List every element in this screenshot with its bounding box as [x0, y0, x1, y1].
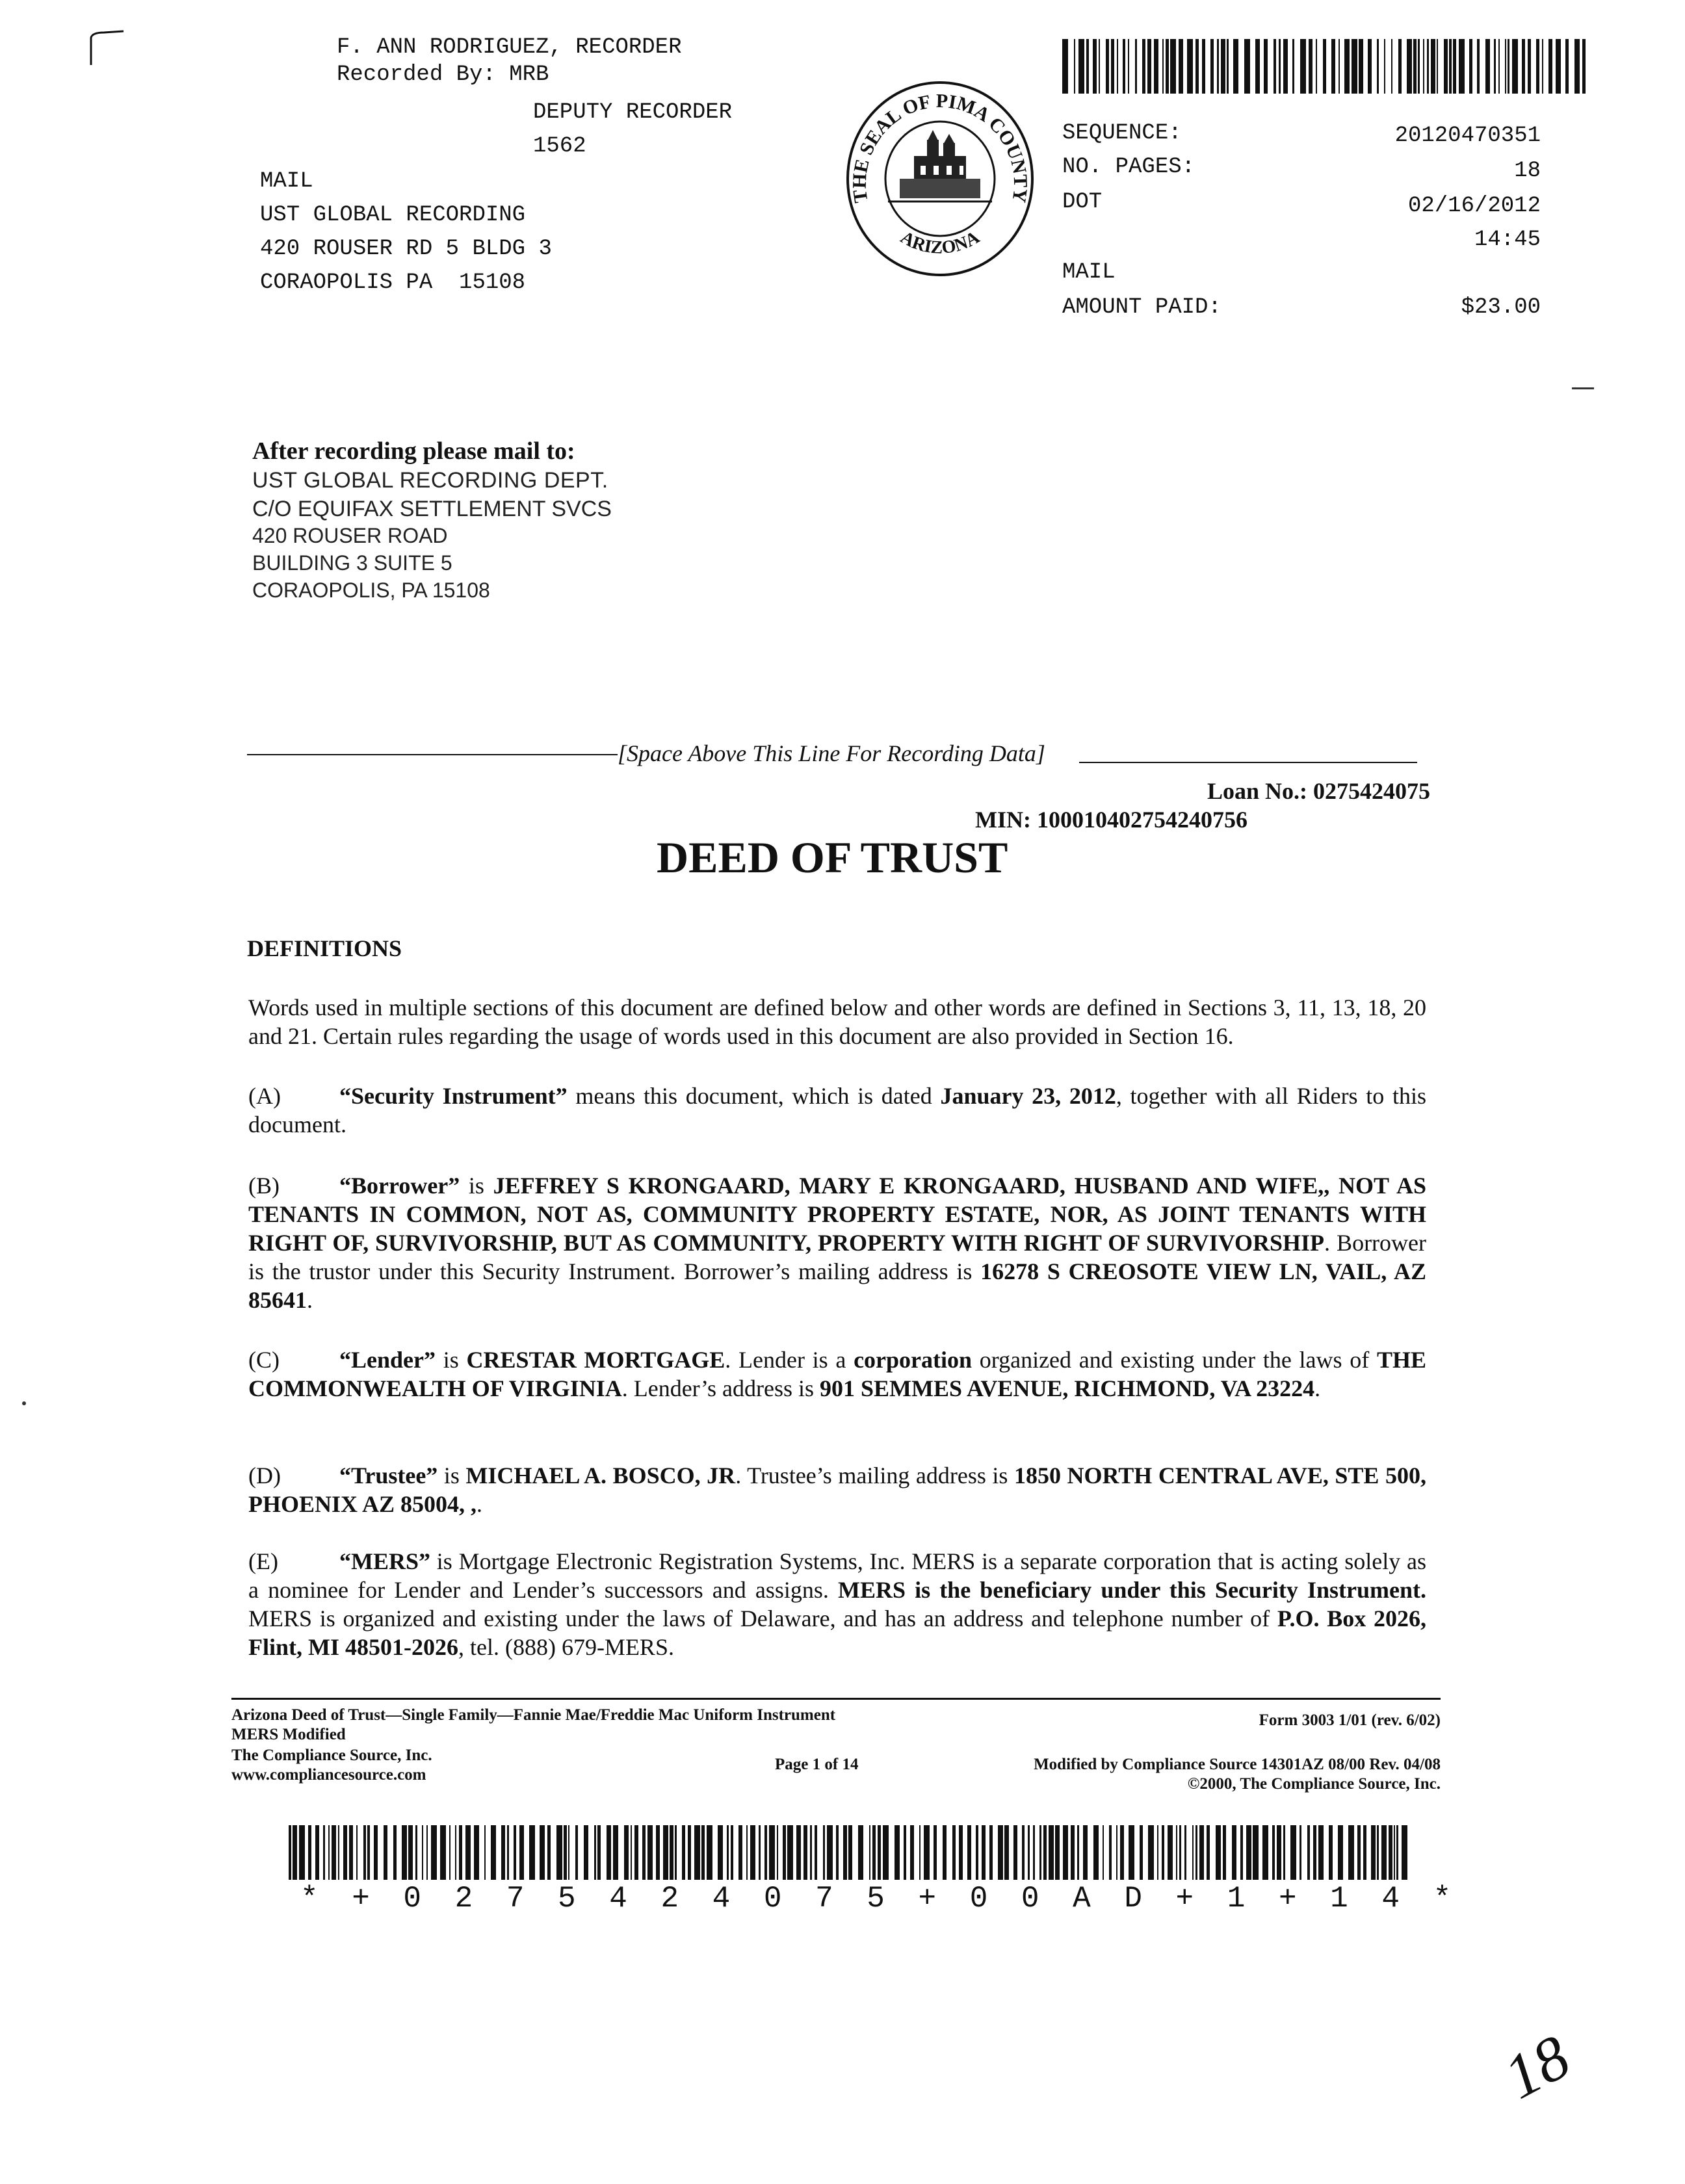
barcode-bar	[540, 1825, 545, 1880]
definition-a-text2: , together with all Riders to this document.	[248, 1083, 1426, 1138]
seal-top-text: THE SEAL OF PIMA COUNTY	[848, 90, 1032, 205]
barcode-bar	[895, 1825, 900, 1880]
barcode-space	[1465, 39, 1469, 94]
barcode-bar	[1232, 1825, 1236, 1880]
footer-rule	[231, 1698, 1441, 1700]
barcode-space	[817, 1825, 823, 1880]
barcode-bar	[613, 1825, 618, 1880]
barcode-bar	[1078, 39, 1084, 94]
barcode-bar	[787, 1825, 793, 1880]
deputy-number: 1562	[533, 134, 586, 159]
handwritten-page-count: 18	[1493, 2021, 1581, 2112]
barcode-bar	[402, 1825, 407, 1880]
barcode-space	[1143, 1825, 1148, 1880]
barcode-bar	[1187, 39, 1193, 94]
footer-modified-by: Modified by Compliance Source 14301AZ 08/00 Rev. 04/08	[1034, 1756, 1441, 1773]
county-seal	[842, 78, 1038, 280]
barcode-bar	[1255, 39, 1260, 94]
barcode-bar	[1221, 39, 1225, 94]
barcode-space	[1543, 39, 1548, 94]
barcode-bar	[491, 1825, 496, 1880]
definition-d-text3: .	[477, 1491, 483, 1517]
definition-c-text1: is	[436, 1347, 467, 1373]
barcode-space	[1472, 39, 1477, 94]
mail-to-line1: UST GLOBAL RECORDING DEPT.	[252, 468, 608, 493]
barcode-space	[1379, 39, 1384, 94]
barcode-space	[993, 1825, 998, 1880]
barcode-space	[1294, 39, 1300, 94]
footer-page-number: Page 1 of 14	[775, 1756, 859, 1773]
barcode-bar	[1371, 1825, 1376, 1880]
barcode-space	[947, 1825, 952, 1880]
term-lender: “Lender”	[339, 1347, 436, 1373]
barcode-space	[1238, 39, 1244, 94]
lender-state: THE COMMONWEALTH OF VIRGINIA	[248, 1347, 1426, 1401]
barcode-space	[1531, 39, 1536, 94]
barcode-bar	[924, 1825, 930, 1880]
barcode-bar	[1233, 39, 1238, 94]
barcode-space	[1137, 39, 1142, 94]
barcode-bar	[440, 1825, 446, 1880]
barcode-space	[1372, 39, 1377, 94]
barcode-bar	[858, 1825, 863, 1880]
term-mers: “MERS”	[339, 1548, 431, 1574]
barcode-bar	[408, 1825, 413, 1880]
barcode-bar	[1402, 1825, 1407, 1880]
barcode-bar	[1055, 1825, 1060, 1880]
lender-name: CRESTAR MORTGAGE	[466, 1347, 725, 1373]
top-barcode	[1062, 39, 1589, 94]
barcode-bar	[293, 1825, 297, 1880]
definition-b-label: (B)	[248, 1173, 280, 1199]
barcode-space	[1340, 39, 1344, 94]
barcode-bar	[1407, 39, 1412, 94]
lender-organization: corporation	[854, 1347, 973, 1373]
return-address-line3: CORAOPOLIS PA 15108	[260, 270, 526, 295]
stray-dot	[22, 1401, 26, 1405]
mers-address: P.O. Box 2026, Flint, MI 48501-2026	[248, 1606, 1426, 1660]
space-line-right	[1079, 762, 1417, 763]
barcode-space	[378, 1825, 384, 1880]
barcode-bar	[1574, 39, 1580, 94]
barcode-space	[1480, 39, 1485, 94]
barcode-bar	[1246, 1825, 1251, 1880]
definition-d-label: (D)	[248, 1462, 281, 1488]
recorded-by: Recorded By: MRB	[337, 62, 549, 87]
barcode-bar	[1262, 1825, 1268, 1880]
barcode-bar	[1283, 39, 1288, 94]
barcode-space	[863, 1825, 869, 1880]
borrower-names: JEFFREY S KRONGAARD, MARY E KRONGAARD, HUSBAND AND WIFE,, NOT AS TENANTS IN COMMON, NOT AS, COMMUNITY PROPERTY ESTATE, NOR, AS JOINT TENANTS WITH RIGHT OF, SURVIVORSHIP, BUT AS COMMUNITY, PROPERTY WITH RIGHT OF SURVIVORSHIP	[248, 1173, 1426, 1256]
loan-number-value: 0275424075	[1313, 778, 1430, 804]
barcode-bar	[1318, 1825, 1324, 1880]
space-line-left	[247, 754, 618, 755]
barcode-space	[358, 1825, 363, 1880]
term-security-instrument: “Security Instrument”	[339, 1083, 568, 1109]
barcode-space	[387, 1825, 393, 1880]
definition-d-text1: is	[438, 1462, 466, 1488]
barcode-bar	[1290, 1825, 1296, 1880]
footer-company: The Compliance Source, Inc.	[231, 1747, 432, 1764]
barcode-bar	[474, 1825, 479, 1880]
min-number	[975, 806, 1247, 833]
barcode-bar	[750, 1825, 755, 1880]
barcode-text: * + 0 2 7 5 4 2 4 0 7 5 + 0 0 A D + 1 + 1 4 *	[300, 1882, 1459, 1916]
barcode-bar	[465, 1825, 471, 1880]
definitions-intro	[248, 993, 1426, 1050]
definition-c-text5: .	[1314, 1375, 1321, 1401]
barcode-space	[778, 1825, 783, 1880]
bottom-barcode	[289, 1825, 1412, 1880]
barcode-space	[1500, 39, 1505, 94]
barcode-space	[1324, 1825, 1329, 1880]
barcode-bar	[827, 1825, 833, 1880]
barcode-space	[535, 1825, 540, 1880]
barcode-space	[1009, 1825, 1013, 1880]
barcode-bar	[1049, 1825, 1054, 1880]
barcode-space	[1118, 39, 1123, 94]
barcode-bar	[1244, 39, 1250, 94]
definition-c-text4: . Lender’s address is	[621, 1375, 820, 1401]
dot-label: DOT	[1062, 190, 1103, 214]
recording-time: 14:45	[1474, 228, 1541, 252]
barcode-space	[451, 1825, 455, 1880]
barcode-space	[417, 1825, 422, 1880]
barcode-space	[618, 1825, 624, 1880]
barcode-bar	[1431, 39, 1435, 94]
trustee-address: 1850 NORTH CENTRAL AVE, STE 500, PHOENIX AZ 85004, ,	[248, 1462, 1427, 1517]
pages-value: 18	[1514, 159, 1541, 183]
after-recording-heading: After recording please mail to:	[252, 437, 575, 465]
barcode-bar	[299, 1825, 305, 1880]
definition-c-text3: organized and existing under the laws of	[972, 1347, 1377, 1373]
barcode-bar	[1348, 1825, 1354, 1880]
space-above-line-label: [Space Above This Line For Recording Data]	[618, 740, 1045, 766]
barcode-space	[601, 1825, 607, 1880]
barcode-bar	[1459, 39, 1465, 94]
barcode-bar	[1168, 1825, 1173, 1880]
definition-e-label: (E)	[248, 1548, 278, 1574]
sequence-value: 20120470351	[1394, 124, 1541, 148]
definition-c-text2: . Lender is a	[725, 1347, 854, 1373]
barcode-bar	[998, 1825, 1003, 1880]
barcode-bar	[1093, 1825, 1099, 1880]
barcode-space	[1288, 39, 1292, 94]
definitions-heading: DEFINITIONS	[247, 935, 402, 961]
barcode-space	[1124, 1825, 1129, 1880]
barcode-space	[937, 1825, 943, 1880]
barcode-bar	[584, 1825, 588, 1880]
barcode-space	[1561, 39, 1565, 94]
footer-form-name: Arizona Deed of Trust—Single Family—Fannie Mae/Freddie Mac Uniform Instrument	[231, 1706, 836, 1724]
barcode-bar	[1148, 1825, 1154, 1880]
barcode-space	[479, 1825, 484, 1880]
barcode-space	[524, 1825, 529, 1880]
barcode-bar	[332, 1825, 336, 1880]
barcode-bar	[1179, 39, 1183, 94]
barcode-bar	[796, 1825, 801, 1880]
barcode-space	[733, 1825, 738, 1880]
footer-website: www.compliancesource.com	[231, 1766, 426, 1784]
barcode-bar	[1004, 1825, 1009, 1880]
barcode-bar	[1063, 1825, 1068, 1880]
barcode-bar	[1154, 39, 1158, 94]
barcode-bar	[1485, 39, 1490, 94]
barcode-space	[1326, 39, 1331, 94]
barcode-space	[1186, 1825, 1192, 1880]
definition-d	[248, 1461, 1426, 1518]
barcode-space	[1392, 39, 1398, 94]
barcode-space	[1402, 39, 1407, 94]
definition-e-text1: is Mortgage Electronic Registration Systems, Inc. MERS is a separate corporation that is acting solely as a nominee for Lender and Lender’s successors and assigns.	[248, 1548, 1426, 1603]
barcode-space	[1268, 39, 1274, 94]
barcode-space	[588, 1825, 594, 1880]
barcode-bar	[1359, 39, 1363, 94]
amount-label: AMOUNT PAID:	[1062, 295, 1221, 320]
sequence-label: SEQUENCE:	[1062, 121, 1182, 146]
recording-date: 02/16/2012	[1407, 194, 1541, 218]
barcode-space	[509, 1825, 514, 1880]
barcode-space	[1317, 39, 1323, 94]
barcode-space	[1112, 1825, 1116, 1880]
barcode-space	[1285, 1825, 1290, 1880]
margin-tick	[1572, 387, 1594, 389]
barcode-space	[1017, 1825, 1022, 1880]
barcode-bar	[1338, 1825, 1343, 1880]
barcode-space	[496, 1825, 501, 1880]
definition-d-text2: . Trustee’s mailing address is	[735, 1462, 1014, 1488]
footer-copyright: ©2000, The Compliance Source, Inc.	[1187, 1775, 1441, 1793]
barcode-space	[1088, 1825, 1093, 1880]
barcode-space	[1129, 39, 1135, 94]
barcode-space	[1363, 39, 1368, 94]
term-trustee: “Trustee”	[339, 1462, 438, 1488]
barcode-space	[1385, 39, 1391, 94]
footer-mers-modified: MERS Modified	[231, 1726, 346, 1743]
definition-e-text2: MERS is organized and existing under the laws of Delaware, and has an address and telephone number of	[248, 1606, 1277, 1632]
barcode-space	[1333, 1825, 1338, 1880]
barcode-space	[971, 1825, 976, 1880]
definition-b-text2: . Borrower is the trustor under this Security Instrument. Borrower’s mailing address is	[248, 1230, 1427, 1284]
return-address-line1: UST GLOBAL RECORDING	[260, 203, 526, 228]
min-label: MIN:	[975, 807, 1031, 833]
barcode-bar	[1344, 39, 1350, 94]
mail-to-line2: C/O EQUIFAX SETTLEMENT SVCS	[252, 497, 612, 521]
barcode-bar	[769, 1825, 775, 1880]
barcode-bar	[694, 1825, 700, 1880]
amount-value: $23.00	[1461, 295, 1541, 320]
definition-a-text1: means this document, which is dated	[567, 1083, 941, 1109]
definition-a	[248, 1082, 1426, 1139]
barcode-space	[1407, 1825, 1412, 1880]
barcode-space	[578, 1825, 584, 1880]
barcode-bar	[1352, 39, 1357, 94]
barcode-space	[1035, 1825, 1039, 1880]
barcode-space	[1068, 39, 1074, 94]
definition-e	[248, 1547, 1426, 1661]
barcode-bar	[1300, 39, 1306, 94]
mail-to-line4: BUILDING 3 SUITE 5	[252, 551, 452, 575]
barcode-space	[914, 1825, 919, 1880]
loan-number-label: Loan No.:	[1207, 778, 1307, 804]
barcode-space	[1100, 39, 1106, 94]
barcode-space	[1250, 39, 1255, 94]
barcode-bar	[707, 1825, 712, 1880]
barcode-bar	[718, 1825, 723, 1880]
barcode-bar	[1083, 1825, 1088, 1880]
pages-label: NO. PAGES:	[1062, 155, 1195, 179]
barcode-space	[397, 1825, 402, 1880]
barcode-space	[1226, 1825, 1232, 1880]
barcode-space	[486, 1825, 491, 1880]
barcode-bar	[1129, 1825, 1134, 1880]
mail-label: MAIL	[260, 169, 313, 194]
barcode-space	[852, 1825, 858, 1880]
lender-address: 901 SEMMES AVENUE, RICHMOND, VA 23224	[819, 1375, 1315, 1401]
min-value: 100010402754240756	[1036, 807, 1247, 833]
mail-to-line3: 420 ROUSER ROAD	[252, 524, 448, 547]
definition-c-label: (C)	[248, 1347, 280, 1373]
definition-b	[248, 1171, 1426, 1314]
barcode-bar	[647, 1825, 653, 1880]
barcode-space	[839, 1825, 843, 1880]
definition-b-text1: is	[460, 1173, 493, 1199]
document-title: DEED OF TRUST	[657, 833, 1008, 882]
barcode-space	[1229, 39, 1233, 94]
barcode-space	[1586, 39, 1589, 94]
mail-to-line5: CORAOPOLIS, PA 15108	[252, 578, 490, 602]
barcode-space	[1343, 1825, 1348, 1880]
barcode-space	[963, 1825, 967, 1880]
recorder-name: F. ANN RODRIGUEZ, RECORDER	[337, 35, 682, 60]
barcode-bar	[556, 1825, 562, 1880]
barcode-space	[1569, 39, 1574, 94]
definition-b-text3: .	[307, 1287, 313, 1313]
barcode-space	[569, 1825, 575, 1880]
term-borrower: “Borrower”	[339, 1173, 460, 1199]
barcode-bar	[519, 1825, 524, 1880]
barcode-space	[889, 1825, 895, 1880]
barcode-space	[1210, 1825, 1216, 1880]
barcode-bar	[1381, 1825, 1387, 1880]
deputy-recorder: DEPUTY RECORDER	[533, 100, 733, 125]
barcode-space	[712, 1825, 718, 1880]
borrower-address: 16278 S CREOSOTE VIEW LN, VAIL, AZ 85641	[248, 1258, 1426, 1313]
loan-number	[1207, 777, 1430, 805]
mail-info-label: MAIL	[1062, 260, 1116, 285]
barcode-space	[1104, 1825, 1109, 1880]
barcode-bar	[529, 1825, 535, 1880]
barcode-space	[1301, 1825, 1307, 1880]
barcode-space	[1205, 39, 1210, 94]
barcode-bar	[663, 1825, 668, 1880]
barcode-bar	[1170, 39, 1176, 94]
trustee-name: MICHAEL A. BOSCO, JR	[465, 1462, 736, 1488]
barcode-bar	[1556, 39, 1561, 94]
mers-beneficiary-statement: MERS is the beneficiary under this Security Instrument.	[837, 1577, 1426, 1603]
seal-bottom-text: ARIZONA	[896, 227, 984, 258]
barcode-bar	[883, 1825, 889, 1880]
return-address-line2: 420 ROUSER RD 5 BLDG 3	[260, 237, 552, 261]
barcode-space	[1134, 1825, 1140, 1880]
definition-c	[248, 1346, 1426, 1403]
barcode-bar	[1512, 39, 1518, 94]
barcode-bar	[1277, 1825, 1281, 1880]
barcode-space	[1438, 39, 1444, 94]
svg-text:ARIZONA	[897, 227, 984, 258]
barcode-space	[1366, 1825, 1371, 1880]
definition-a-label: (A)	[248, 1083, 281, 1109]
barcode-space	[677, 1825, 682, 1880]
security-instrument-date: January 23, 2012	[940, 1083, 1116, 1109]
footer-form-number: Form 3003 1/01 (rev. 6/02)	[1259, 1711, 1441, 1729]
definition-e-text3: , tel. (888) 679-MERS.	[458, 1634, 674, 1660]
corner-mark	[78, 26, 130, 72]
barcode-bar	[1216, 1825, 1221, 1880]
barcode-bar	[624, 1825, 629, 1880]
intro-text: Words used in multiple sections of this document are defined below and other words are defined in Sections 3, 11, 13, 18, 20 and 21. Certain rules regarding the usage of words used in this document are also provided in Section 16.	[248, 994, 1426, 1049]
barcode-bar	[1253, 1825, 1259, 1880]
barcode-bar	[1062, 39, 1068, 94]
barcode-bar	[607, 1825, 611, 1880]
barcode-space	[551, 1825, 556, 1880]
barcode-bar	[431, 1825, 437, 1880]
barcode-bar	[1199, 1825, 1204, 1880]
